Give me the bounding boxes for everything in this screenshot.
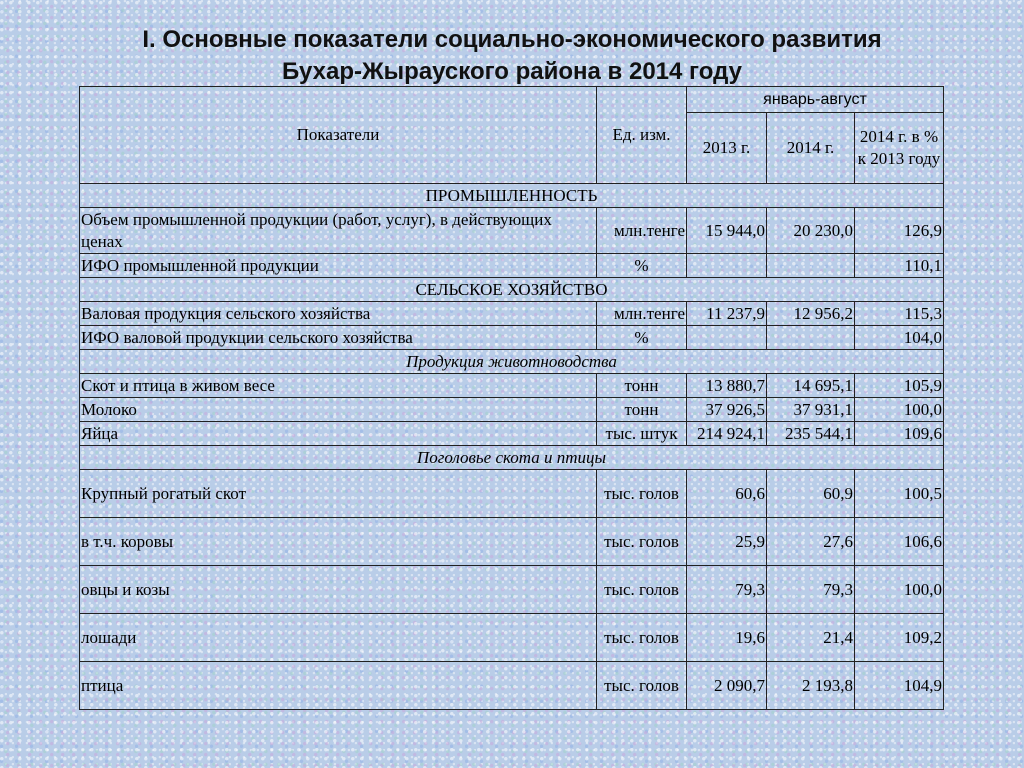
row-unit: тонн <box>597 398 687 422</box>
row-indicator: в т.ч. коровы <box>80 518 597 566</box>
row-value-2013: 37 926,5 <box>687 398 767 422</box>
row-value-2013: 15 944,0 <box>687 208 767 254</box>
row-value-2014: 79,3 <box>767 566 855 614</box>
row-value-2013: 60,6 <box>687 470 767 518</box>
row-value-2013 <box>687 326 767 350</box>
table-row <box>80 614 944 662</box>
row-value-2014: 235 544,1 <box>767 422 855 446</box>
table-header-row <box>80 87 944 113</box>
indicators-table <box>79 86 944 710</box>
row-value-2014: 21,4 <box>767 614 855 662</box>
header-period: январь-август <box>687 87 944 113</box>
row-indicator: Молоко <box>80 398 597 422</box>
table-row <box>80 470 944 518</box>
row-indicator: ИФО валовой продукции сельского хозяйства <box>80 326 597 350</box>
row-value-2014: 14 695,1 <box>767 374 855 398</box>
page-title <box>0 24 1024 88</box>
row-percent: 100,5 <box>855 470 944 518</box>
row-unit: тыс. голов <box>597 470 687 518</box>
header-year-2014: 2014 г. <box>767 113 855 184</box>
row-percent: 126,9 <box>855 208 944 254</box>
row-percent: 110,1 <box>855 254 944 278</box>
row-value-2014 <box>767 326 855 350</box>
header-year-2013: 2013 г. <box>687 113 767 184</box>
row-value-2013: 13 880,7 <box>687 374 767 398</box>
row-unit: млн.тенге <box>597 302 687 326</box>
table-row <box>80 302 944 326</box>
subsection-livestock-count: Поголовье скота и птицы <box>80 446 944 470</box>
row-value-2014: 2 193,8 <box>767 662 855 710</box>
row-value-2013: 25,9 <box>687 518 767 566</box>
row-percent: 104,9 <box>855 662 944 710</box>
row-indicator: лошади <box>80 614 597 662</box>
row-value-2014 <box>767 254 855 278</box>
row-unit: тыс. штук <box>597 422 687 446</box>
row-percent: 105,9 <box>855 374 944 398</box>
row-value-2014: 37 931,1 <box>767 398 855 422</box>
row-indicator: птица <box>80 662 597 710</box>
row-unit: % <box>597 254 687 278</box>
row-unit: тонн <box>597 374 687 398</box>
row-percent: 109,6 <box>855 422 944 446</box>
row-value-2013: 79,3 <box>687 566 767 614</box>
title-line-1: I. Основные показатели социально-экономического развития <box>142 26 882 53</box>
section-industry: ПРОМЫШЛЕННОСТЬ <box>80 184 944 208</box>
row-percent: 100,0 <box>855 398 944 422</box>
table-row <box>80 374 944 398</box>
row-value-2014: 60,9 <box>767 470 855 518</box>
row-unit: млн.тенге <box>597 208 687 254</box>
table-row <box>80 208 944 254</box>
table-row <box>80 662 944 710</box>
row-unit: тыс. голов <box>597 566 687 614</box>
row-value-2014: 27,6 <box>767 518 855 566</box>
section-agriculture: СЕЛЬСКОЕ ХОЗЯЙСТВО <box>80 278 944 302</box>
table-row <box>80 254 944 278</box>
title-line-2: Бухар-Жырауского района в 2014 году <box>282 58 742 85</box>
table-row <box>80 422 944 446</box>
row-value-2013: 2 090,7 <box>687 662 767 710</box>
table-row <box>80 566 944 614</box>
row-unit: % <box>597 326 687 350</box>
row-indicator: овцы и козы <box>80 566 597 614</box>
row-value-2013: 19,6 <box>687 614 767 662</box>
row-indicator: Валовая продукция сельского хозяйства <box>80 302 597 326</box>
section-row <box>80 184 944 208</box>
row-indicator: Скот и птица в живом весе <box>80 374 597 398</box>
subsection-livestock-products: Продукция животноводства <box>80 350 944 374</box>
row-unit: тыс. голов <box>597 518 687 566</box>
row-indicator: ИФО промышленной продукции <box>80 254 597 278</box>
row-unit: тыс. голов <box>597 614 687 662</box>
row-percent: 109,2 <box>855 614 944 662</box>
row-value-2013: 11 237,9 <box>687 302 767 326</box>
row-value-2014: 20 230,0 <box>767 208 855 254</box>
row-value-2013: 214 924,1 <box>687 422 767 446</box>
row-percent: 100,0 <box>855 566 944 614</box>
row-indicator: Яйца <box>80 422 597 446</box>
table-row <box>80 326 944 350</box>
section-row <box>80 278 944 302</box>
row-indicator: Крупный рогатый скот <box>80 470 597 518</box>
row-unit: тыс. голов <box>597 662 687 710</box>
row-indicator: Объем промышленной продукции (работ, услуг), в действующих ценах <box>80 208 597 254</box>
table-row <box>80 518 944 566</box>
table-row <box>80 398 944 422</box>
row-value-2013 <box>687 254 767 278</box>
row-percent: 106,6 <box>855 518 944 566</box>
subsection-row <box>80 350 944 374</box>
row-value-2014: 12 956,2 <box>767 302 855 326</box>
header-percent: 2014 г. в % к 2013 году <box>855 113 944 184</box>
row-percent: 115,3 <box>855 302 944 326</box>
header-indicator: Показатели <box>80 87 597 184</box>
row-percent: 104,0 <box>855 326 944 350</box>
subsection-row <box>80 446 944 470</box>
header-unit: Ед. изм. <box>597 87 687 184</box>
